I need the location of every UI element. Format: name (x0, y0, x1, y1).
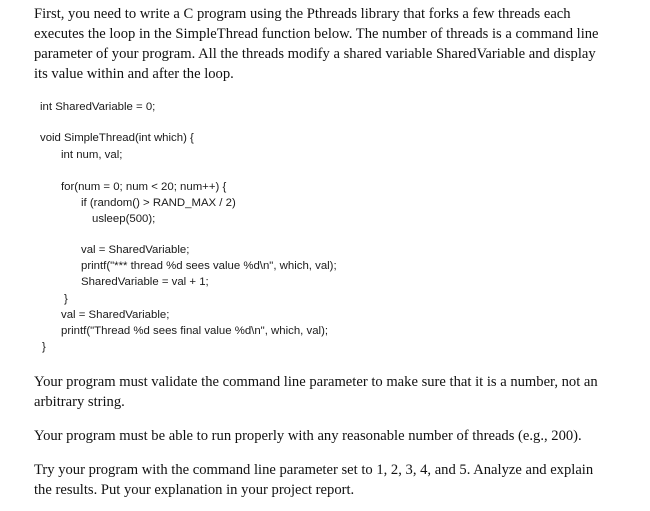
code-line: for(num = 0; num < 20; num++) { (61, 181, 227, 193)
validate-line: arbitrary string. (34, 394, 125, 410)
code-line: usleep(500); (92, 213, 156, 225)
code-line: printf("Thread %d sees final value %d\n", which, val); (61, 325, 329, 337)
validate-line: Your program must validate the command line parameter to make sure that it is a number, not an (34, 374, 598, 390)
try-paragraph (34, 460, 593, 500)
intro-line: First, you need to write a C program using the Pthreads library that forks a few threads each (34, 6, 571, 22)
intro-paragraph (34, 4, 599, 84)
intro-line: parameter of your program. All the threads modify a shared variable SharedVariable and display (34, 46, 596, 62)
code-line: if (random() > RAND_MAX / 2) (81, 197, 236, 209)
code-line: void SimpleThread(int which) { (40, 132, 194, 144)
code-line: SharedVariable = val + 1; (81, 276, 209, 288)
code-line: } (42, 341, 46, 353)
code-line: int SharedVariable = 0; (40, 101, 156, 113)
validate-paragraph (34, 372, 598, 412)
code-line: printf("*** thread %d sees value %d\n", which, val); (81, 260, 337, 272)
try-line: Try your program with the command line parameter set to 1, 2, 3, 4, and 5. Analyze and explain (34, 462, 594, 478)
code-line: } (64, 293, 68, 305)
intro-line: its value within and after the loop. (34, 66, 234, 82)
code-line: int num, val; (61, 149, 123, 161)
threads-line: Your program must be able to run properly with any reasonable number of threads (e.g., 200). (34, 428, 582, 444)
intro-line: executes the loop in the SimpleThread function below. The number of threads is a command line (34, 26, 599, 42)
code-line: val = SharedVariable; (81, 244, 190, 256)
threads-paragraph (34, 426, 582, 446)
try-line: the results. Put your explanation in your project report. (34, 482, 355, 498)
code-line: val = SharedVariable; (61, 309, 170, 321)
